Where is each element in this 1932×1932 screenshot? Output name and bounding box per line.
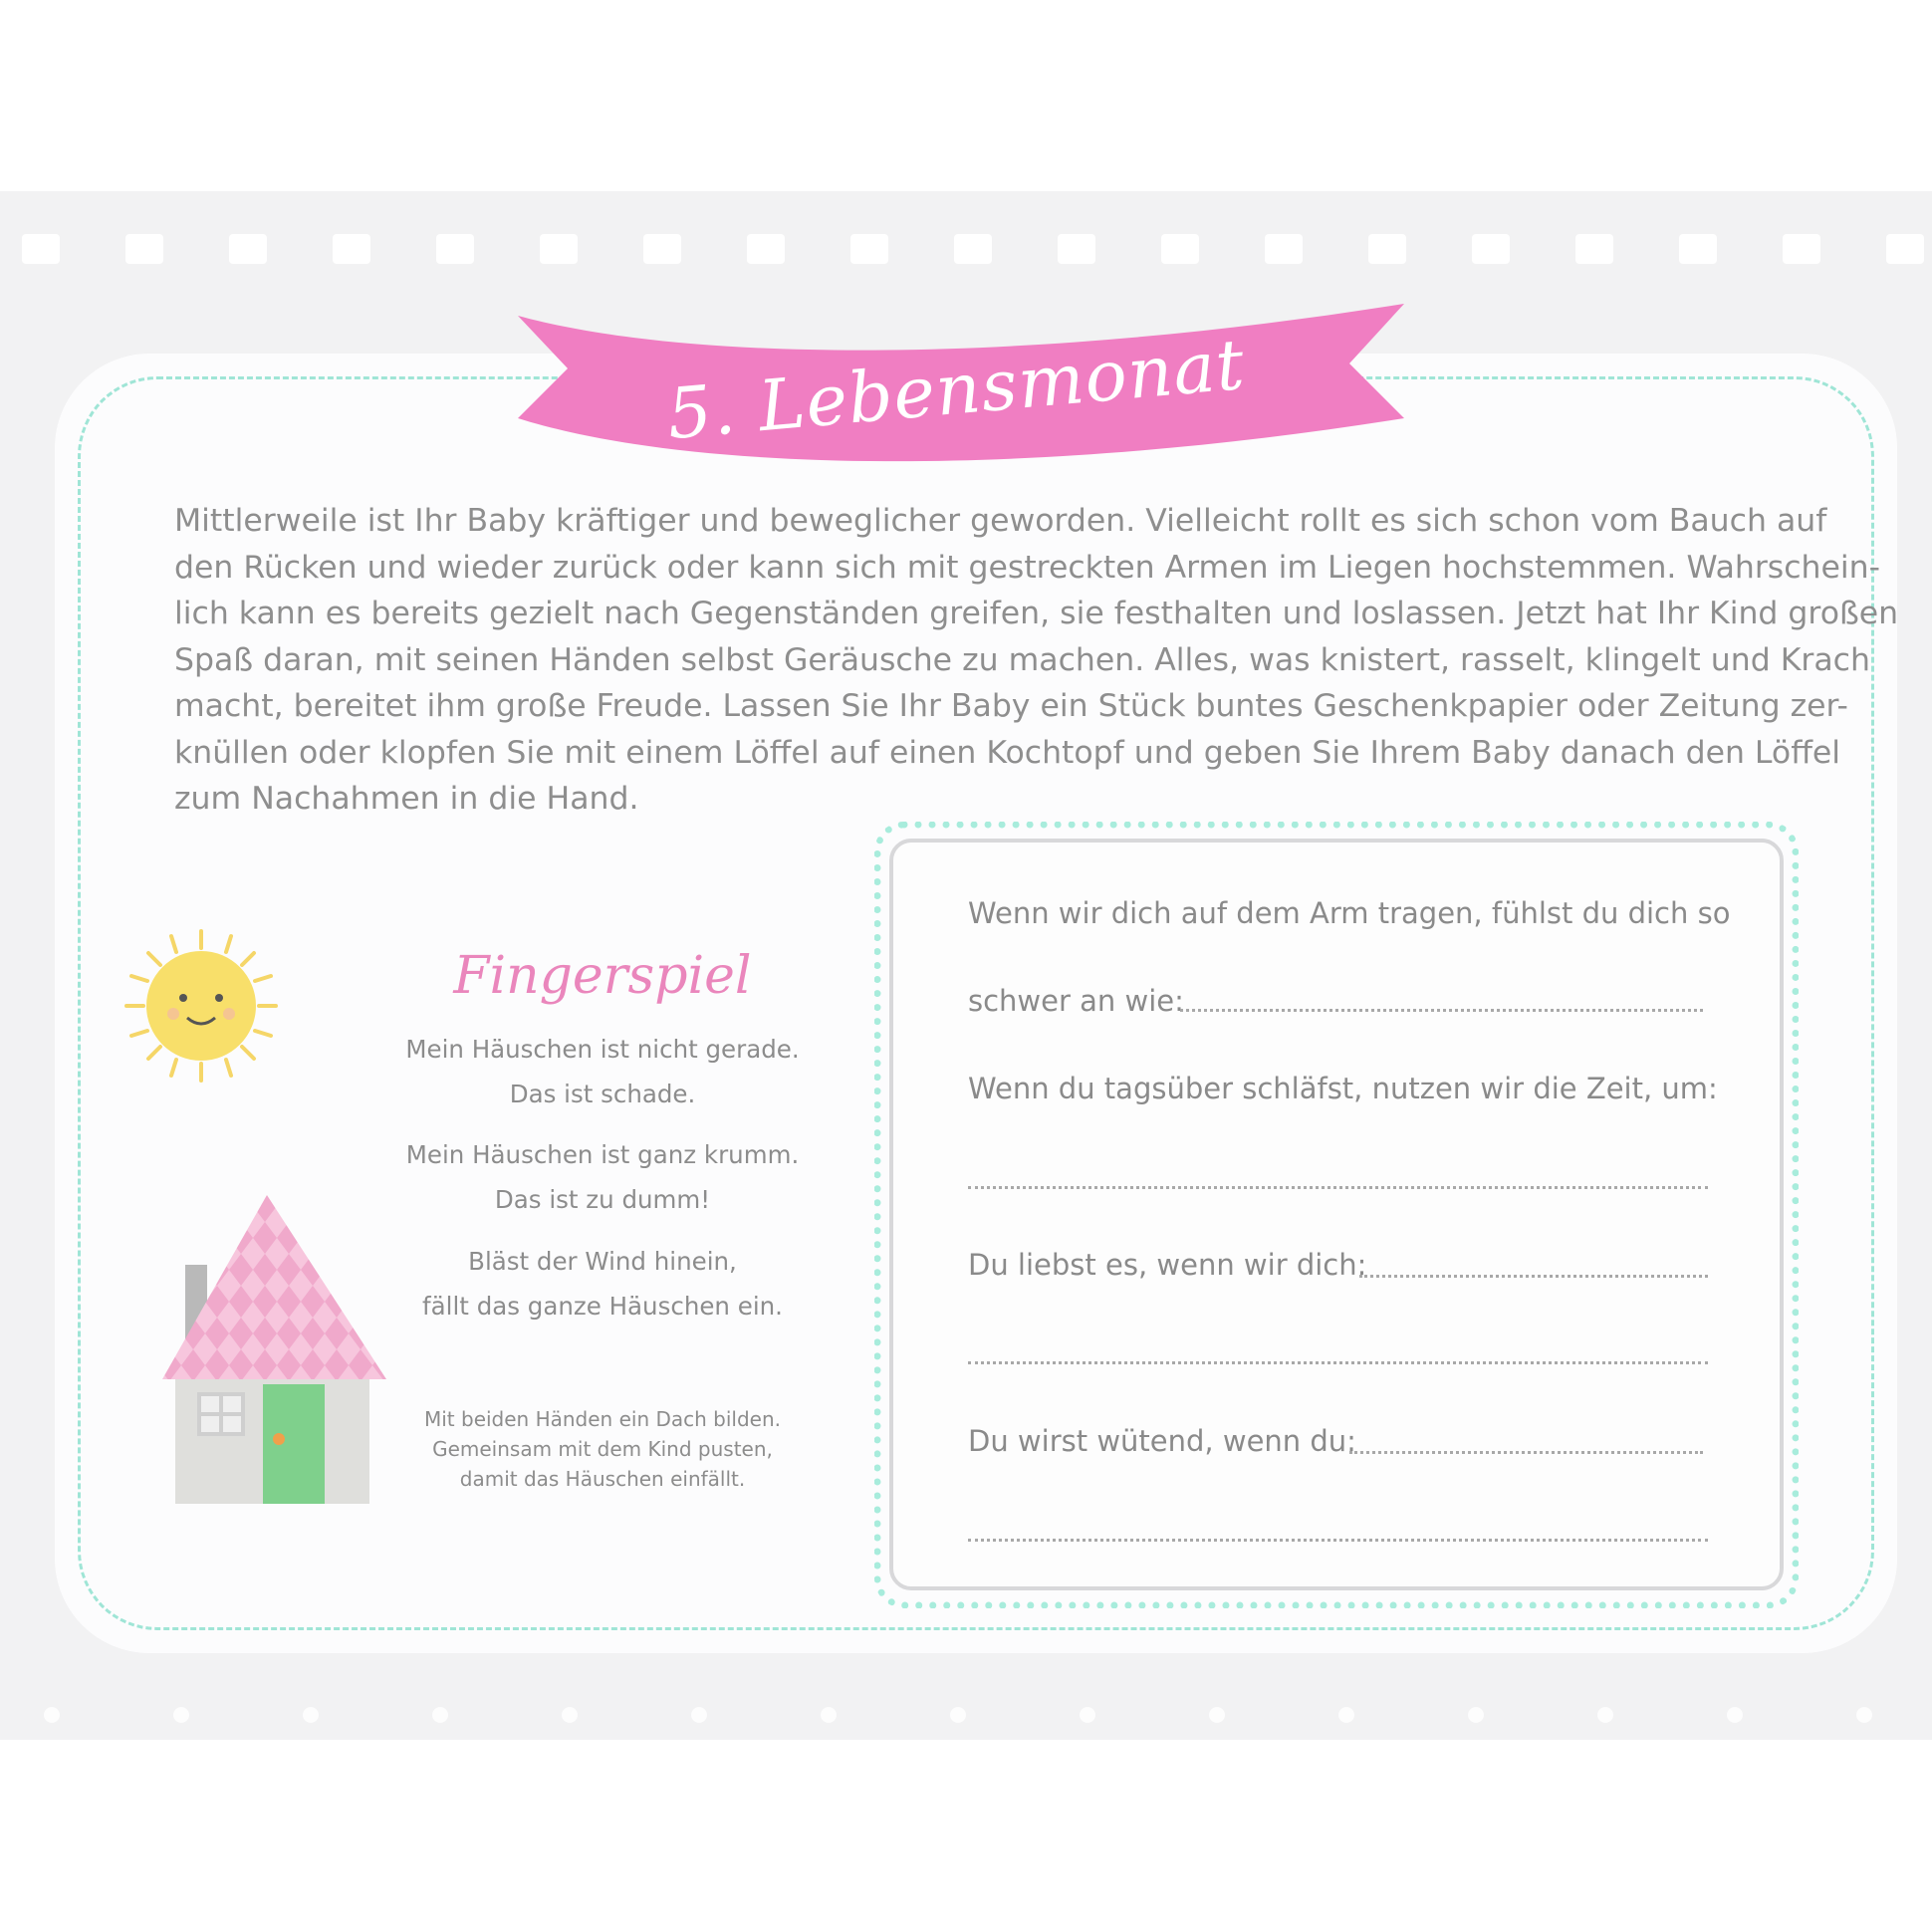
- intro-line: den Rücken und wieder zurück oder kann sich mit gestreckten Armen im Liegen hochstemmen. Wahrschein-: [174, 549, 1880, 586]
- intro-line: macht, bereitet ihm große Freude. Lassen Sie Ihr Baby ein Stück buntes Geschenkpapier oder Zeitung zer-: [174, 688, 1848, 724]
- bottom-dot-border: [0, 1695, 1932, 1735]
- top-dot-border: [0, 229, 1932, 269]
- intro-line: Mittlerweile ist Ihr Baby kräftiger und beweglicher geworden. Vielleicht rollt es sich schon vom Bauch auf: [174, 503, 1827, 539]
- poem-line: Das ist schade.: [509, 1080, 696, 1108]
- prompt-box: [889, 839, 1784, 1590]
- poem-line: Mein Häuschen ist ganz krumm.: [405, 1140, 800, 1169]
- prompt-angry: Du wirst wütend, wenn du:: [968, 1424, 1356, 1458]
- intro-line: lich kann es bereits gezielt nach Gegenständen greifen, sie festhalten und loslassen. Jetzt hat Ihr Kind großen: [174, 596, 1899, 631]
- intro-paragraph: [174, 498, 1899, 823]
- fingerspiel-title: Fingerspiel: [453, 946, 752, 1006]
- answer-line-angry[interactable]: [1349, 1451, 1703, 1454]
- intro-line: knüllen oder klopfen Sie mit einem Löffel auf einen Kochtopf und geben Sie Ihrem Baby danach den Löffel: [174, 734, 1841, 771]
- answer-line-love-2[interactable]: [968, 1361, 1708, 1364]
- intro-line: Spaß daran, mit seinen Händen selbst Geräusche zu machen. Alles, was knistert, rasselt, klingelt und Krach: [174, 641, 1870, 678]
- instruction-line: damit das Häuschen einfällt.: [459, 1467, 746, 1491]
- prompt-weight: Wenn wir dich auf dem Arm tragen, fühlst du dich so: [968, 896, 1731, 930]
- prompt-weight-cont: schwer an wie:: [968, 984, 1184, 1018]
- poem-line: Bläst der Wind hinein,: [468, 1247, 737, 1276]
- sun-icon: [121, 926, 281, 1086]
- poem-line: Mein Häuschen ist nicht gerade.: [405, 1035, 800, 1064]
- poem-line: fällt das ganze Häuschen ein.: [422, 1292, 783, 1321]
- answer-line-angry-2[interactable]: [968, 1539, 1708, 1542]
- prompt-love: Du liebst es, wenn wir dich:: [968, 1248, 1367, 1282]
- poem-line: Das ist zu dumm!: [494, 1185, 711, 1214]
- answer-line-nap[interactable]: [968, 1186, 1708, 1189]
- intro-line: zum Nachahmen in die Hand.: [174, 781, 639, 817]
- banner-title: 5. Lebensmonat: [663, 323, 1249, 456]
- answer-line-love[interactable]: [1359, 1275, 1708, 1278]
- instruction-line: Gemeinsam mit dem Kind pusten,: [432, 1437, 773, 1461]
- prompt-nap: Wenn du tagsüber schläfst, nutzen wir die Zeit, um:: [968, 1072, 1718, 1105]
- house-icon: [157, 1190, 396, 1509]
- instruction-line: Mit beiden Händen ein Dach bilden.: [423, 1407, 782, 1431]
- answer-line-weight[interactable]: [1180, 1009, 1703, 1012]
